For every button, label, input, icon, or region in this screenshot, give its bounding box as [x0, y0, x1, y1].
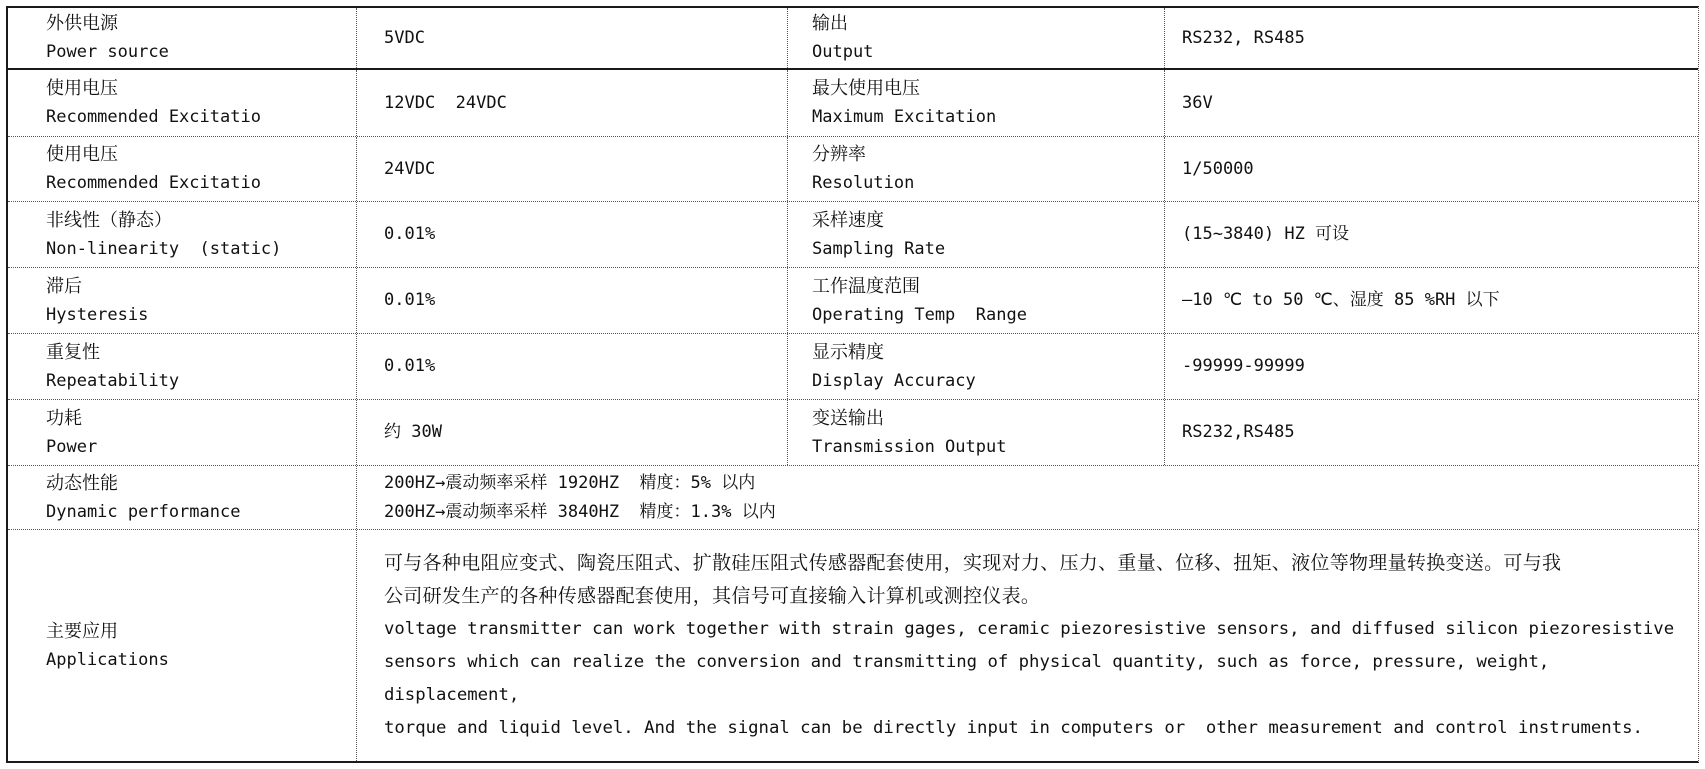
param-label-en: Applications — [46, 649, 169, 670]
dynamic-performance-row — [8, 466, 1698, 530]
param-value: 5VDC — [384, 27, 425, 48]
column-divider — [356, 202, 357, 267]
param-label — [46, 202, 356, 267]
param-label-en: Recommended Excitatio — [46, 173, 261, 193]
column-divider — [356, 137, 357, 201]
column-divider — [356, 334, 357, 399]
param-label-en: Non-linearity (static) — [46, 238, 282, 259]
column-divider — [1164, 202, 1165, 267]
param-label — [812, 334, 1162, 399]
dynamic-performance-value — [384, 466, 1584, 529]
param-label-en: Repeatability — [46, 370, 180, 391]
param-label — [46, 268, 356, 333]
column-divider — [356, 466, 357, 529]
param-label-en: Dynamic performance — [46, 501, 241, 522]
param-label-en: Maximum Excitation — [812, 107, 997, 127]
param-label-zh: 输出 — [812, 13, 848, 34]
column-divider — [356, 70, 357, 136]
dynamic-line-2: 200HZ→震动频率采样 3840HZ 精度：1.3% 以内 — [384, 501, 776, 522]
param-label-zh: 动态性能 — [46, 472, 118, 494]
applications-en-line: torque and liquid level. And the signal can be directly input in computers or other measurement and control instruments. — [384, 717, 1643, 738]
applications-label — [46, 530, 356, 761]
table-row — [8, 8, 1698, 70]
param-value: 12VDC 24VDC — [384, 92, 507, 113]
column-divider — [787, 137, 788, 201]
column-divider — [787, 202, 788, 267]
param-value: (15~3840) HZ 可设 — [1182, 224, 1350, 244]
column-divider — [1164, 8, 1165, 68]
param-label — [46, 334, 356, 399]
column-divider — [356, 530, 357, 761]
param-label-en: Resolution — [812, 173, 915, 193]
param-value: 1/50000 — [1182, 158, 1254, 179]
column-divider — [1164, 268, 1165, 333]
param-label-en: Display Accuracy — [812, 370, 976, 391]
param-label-en: Power source — [46, 42, 169, 62]
param-label-zh: 重复性 — [46, 341, 100, 363]
param-label-zh: 使用电压 — [46, 144, 118, 165]
param-label-zh: 主要应用 — [46, 620, 118, 642]
param-label-en: Sampling Rate — [812, 238, 946, 259]
param-value: 0.01% — [384, 290, 436, 310]
column-divider — [1164, 137, 1165, 201]
param-label — [46, 137, 356, 201]
param-label-en: Transmission Output — [812, 436, 1007, 457]
param-value: 约 30W — [384, 422, 442, 442]
applications-row — [8, 530, 1698, 761]
param-label-zh: 变送输出 — [812, 407, 884, 429]
param-label-zh: 分辨率 — [812, 144, 866, 165]
param-value: RS232,RS485 — [1182, 422, 1295, 442]
param-label — [812, 268, 1162, 333]
table-row — [8, 70, 1698, 137]
applications-en-line: voltage transmitter can work together with strain gages, ceramic piezoresistive sensors, and diffused silicon piezoresistive — [384, 618, 1675, 639]
param-label-en: Power — [46, 436, 98, 457]
table-row — [8, 400, 1698, 466]
param-label-en: Output — [812, 42, 874, 62]
param-value: —10 ℃ to 50 ℃、湿度 85 %RH 以下 — [1182, 290, 1500, 310]
param-label — [812, 137, 1162, 201]
param-label-zh: 外供电源 — [46, 13, 118, 34]
param-label — [812, 202, 1162, 267]
applications-zh-line: 公司研发生产的各种传感器配套使用，其信号可直接输入计算机或测控仪表。 — [384, 584, 1041, 607]
table-row — [8, 268, 1698, 334]
param-label-zh: 使用电压 — [46, 78, 118, 99]
column-divider — [356, 8, 357, 68]
param-label — [812, 70, 1162, 136]
param-label-zh: 采样速度 — [812, 209, 884, 231]
table-row — [8, 137, 1698, 202]
param-label — [46, 8, 356, 68]
param-label-zh: 最大使用电压 — [812, 78, 920, 99]
dynamic-performance-label — [46, 466, 356, 529]
column-divider — [787, 400, 788, 465]
dynamic-line-1: 200HZ→震动频率采样 1920HZ 精度：5% 以内 — [384, 472, 756, 493]
param-label-zh: 显示精度 — [812, 341, 884, 363]
column-divider — [787, 70, 788, 136]
param-label-en: Hysteresis — [46, 304, 149, 325]
param-value: 0.01% — [384, 356, 436, 376]
param-value: 36V — [1182, 92, 1213, 113]
column-divider — [1164, 400, 1165, 465]
param-label-zh: 非线性（静态） — [46, 209, 172, 231]
param-value: RS232, RS485 — [1182, 27, 1305, 48]
param-value: 24VDC — [384, 158, 436, 179]
column-divider — [1164, 334, 1165, 399]
column-divider — [787, 8, 788, 68]
param-label — [812, 8, 1162, 68]
param-label-en: Recommended Excitatio — [46, 107, 261, 127]
param-label-zh: 工作温度范围 — [812, 275, 920, 297]
param-value: 0.01% — [384, 224, 436, 244]
applications-zh-line: 可与各种电阻应变式、陶瓷压阻式、扩散硅压阻式传感器配套使用，实现对力、压力、重量、位移、扭矩、液位等物理量转换变送。可与我 — [384, 551, 1562, 574]
param-label-zh: 滞后 — [46, 275, 82, 297]
spec-table — [6, 6, 1699, 763]
param-label — [812, 400, 1162, 465]
applications-text — [384, 530, 1684, 761]
table-row — [8, 202, 1698, 268]
param-value: -99999-99999 — [1182, 356, 1305, 376]
column-divider — [787, 268, 788, 333]
column-divider — [356, 400, 357, 465]
param-label-zh: 功耗 — [46, 407, 82, 429]
table-row — [8, 334, 1698, 400]
param-label — [46, 400, 356, 465]
column-divider — [787, 334, 788, 399]
column-divider — [356, 268, 357, 333]
applications-en-line: sensors which can realize the conversion and transmitting of physical quantity, such as force, pressure, weight, displacement, — [384, 651, 1550, 705]
param-label-en: Operating Temp Range — [812, 304, 1027, 325]
column-divider — [1164, 70, 1165, 136]
param-label — [46, 70, 356, 136]
